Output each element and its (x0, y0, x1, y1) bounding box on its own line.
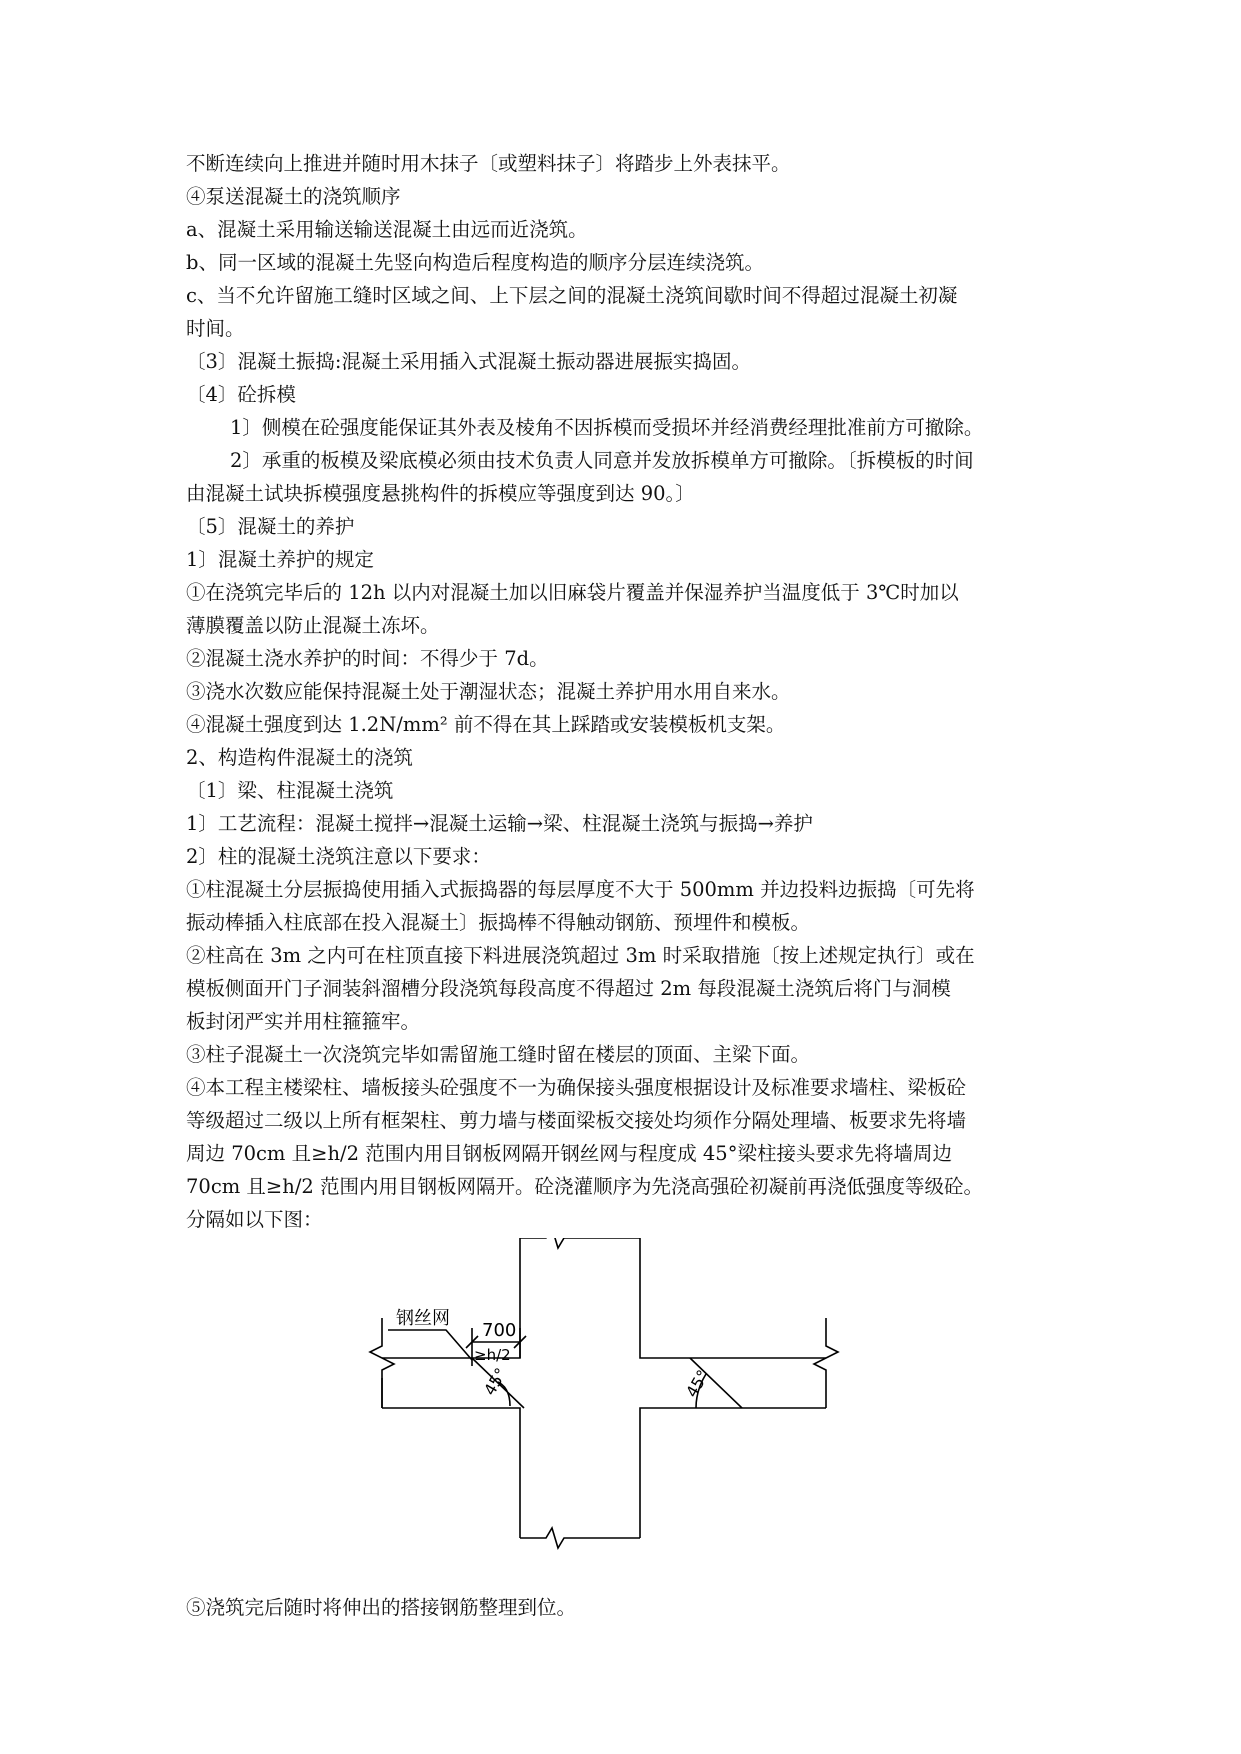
text-line: 分隔如以下图： (186, 1208, 323, 1231)
text-line: 〔3〕混凝土振捣:混凝土采用插入式混凝土振动器进展振实捣固。 (186, 350, 751, 373)
column-bottom-break (520, 1528, 640, 1548)
text-line: 2〕承重的板模及梁底模必须由技术负责人同意并发放拆模单方可撤除。〔拆模板的时间 (230, 449, 974, 472)
beam-left-bottom (382, 1408, 520, 1538)
text-line: 时间。 (186, 317, 245, 340)
text-line: ①柱混凝土分层振捣使用插入式振捣器的每层厚度不大于 500mm 并边投料边振捣〔可先将 (186, 878, 975, 901)
joint-separation-diagram (360, 1238, 840, 1568)
text-line: ②柱高在 3m 之内可在柱顶直接下料进展浇筑超过 3m 时采取措施〔按上述规定执行〕或在 (186, 944, 975, 967)
text-line: ④混凝土强度到达 1.2N/mm² 前不得在其上踩踏或安装模板机支架。 (186, 713, 786, 736)
text-line: 周边 70cm 且≥h/2 范围内用目钢板网隔开钢丝网与程度成 45°梁柱接头要求先将墙周边 (186, 1142, 952, 1165)
text-line: 板封闭严实并用柱箍箍牢。 (186, 1010, 421, 1033)
text-line: ②混凝土浇水养护的时间：不得少于 7d。 (186, 647, 549, 670)
beam-right-break (814, 1318, 838, 1408)
column-top-break (520, 1238, 640, 1248)
text-line: c、当不允许留施工缝时区域之间、上下层之间的混凝土浇筑间歇时间不得超过混凝土初凝 (186, 284, 958, 307)
text-line: ④泵送混凝土的浇筑顺序 (186, 185, 401, 208)
text-line: ③浇水次数应能保持混凝土处于潮湿状态；混凝土养护用水用自来水。 (186, 680, 791, 703)
text-line: 2、构造构件混凝土的浇筑 (186, 746, 413, 769)
text-line: a、混凝土采用输送输送混凝土由远而近浇筑。 (186, 218, 588, 241)
text-line: ④本工程主楼梁柱、墙板接头砼强度不一为确保接头强度根据设计及标准要求墙柱、梁板砼 (186, 1076, 967, 1099)
mesh-label: 钢丝网 (396, 1308, 450, 1329)
text-line: 1〕工艺流程：混凝土搅拌→混凝土运输→梁、柱混凝土浇筑与振捣→养护 (186, 812, 813, 835)
text-line: 〔4〕砼拆模 (186, 383, 296, 406)
text-line: 70cm 且≥h/2 范围内用目钢板网隔开。砼浇灌顺序为先浇高强砼初凝前再浇低强度等级砼。 (186, 1175, 983, 1198)
text-line: ①在浇筑完毕后的 12h 以内对混凝土加以旧麻袋片覆盖并保湿养护当温度低于 3℃时加以 (186, 581, 959, 604)
text-line: 薄膜覆盖以防止混凝土冻坏。 (186, 614, 440, 637)
text-line: 1〕侧模在砼强度能保证其外表及棱角不因拆模而受损坏并经消费经理批准前方可撤除。 (230, 416, 984, 439)
text-line: 〔5〕混凝土的养护 (186, 515, 355, 538)
text-line: ③柱子混凝土一次浇筑完毕如需留施工缝时留在楼层的顶面、主梁下面。 (186, 1043, 811, 1066)
text-line: 由混凝土试块拆模强度悬挑构件的拆模应等强度到达 90。〕 (186, 482, 695, 505)
text-line: 模板侧面开门子洞装斜溜槽分段浇筑每段高度不得超过 2m 每段混凝土浇筑后将门与洞模 (186, 977, 951, 1000)
text-line: 〔1〕梁、柱混凝土浇筑 (186, 779, 394, 802)
text-line: 1〕混凝土养护的规定 (186, 548, 374, 571)
angle-label-right: 45° (682, 1366, 713, 1401)
dimension-700: 700 (482, 1320, 517, 1341)
text-line: 不断连续向上推进并随时用木抹子〔或塑料抹子〕将踏步上外表抹平。 (186, 152, 791, 175)
text-line: 等级超过二级以上所有框架柱、剪力墙与楼面梁板交接处均须作分隔处理墙、板要求先将墙 (186, 1109, 967, 1132)
text-line-final: ⑤浇筑完后随时将伸出的搭接钢筋整理到位。 (186, 1596, 577, 1619)
beam-right-bottom (640, 1408, 826, 1538)
angle-label-left: 45° (480, 1364, 511, 1399)
text-line: 振动棒插入柱底部在投入混凝土〕振捣棒不得触动钢筋、预埋件和模板。 (186, 911, 811, 934)
text-line: b、同一区域的混凝土先竖向构造后程度构造的顺序分层连续浇筑。 (186, 251, 764, 274)
column-right-edge-top (640, 1238, 826, 1358)
text-line: 2〕柱的混凝土浇筑注意以下要求： (186, 845, 491, 868)
dimension-h2: ≥h/2 (474, 1346, 511, 1364)
